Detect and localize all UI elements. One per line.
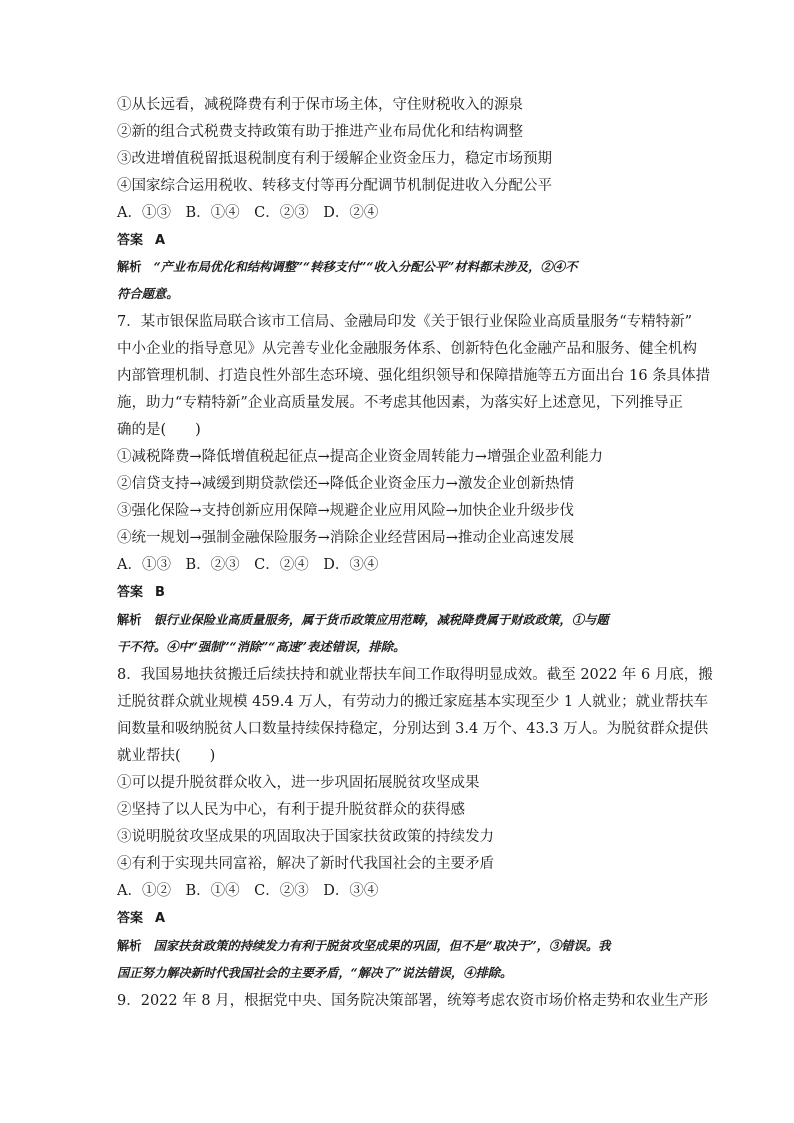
explanation-text: “产业布局优化和结构调整”“转移支付”“收入分配公平”材料都未涉及，②④不 [153, 259, 578, 274]
q8-explanation-line-1 [117, 936, 610, 956]
answer-label: 答案 [117, 233, 144, 248]
q6-explanation-line-1 [117, 257, 577, 277]
q7-stem-line-1: 7．某市银保监局联合该市工信局、金融局印发《关于银行业保险业高质量服务“专精特新” [117, 314, 693, 330]
answer-value: B [155, 585, 165, 600]
q7-answer [117, 582, 165, 603]
q6-option-4: ④国家综合运用税收、转移支付等再分配调节机制促进收入分配公平 [117, 178, 552, 194]
q6-answer [117, 230, 165, 251]
q8-stem-line-3: 间数量和吸纳脱贫人口数量持续保持稳定，分别达到 3.4 万个、43.3 万人。为脱贫群众提供 [117, 721, 709, 737]
answer-label: 答案 [117, 585, 144, 600]
q8-option-3: ③说明脱贫攻坚成果的巩固取决于国家扶贫政策的持续发力 [117, 829, 494, 845]
q7-option-4: ④统一规划→强制金融保险服务→消除企业经营困局→推动企业高速发展 [117, 530, 574, 546]
q6-option-3: ③改进增值税留抵退税制度有利于缓解企业资金压力，稳定市场预期 [117, 151, 552, 167]
explanation-text: 银行业保险业高质量服务，属于货币政策应用范畴，减税降费属于财政政策，①与题 [153, 612, 609, 627]
q6-explanation-line-2: 符合题意。 [117, 286, 179, 301]
q8-stem-line-1: 8．我国易地扶贫搬迁后续扶持和就业帮扶车间工作取得明显成效。截至 2022 年 6 月底，搬 [117, 667, 713, 683]
answer-label: 答案 [117, 911, 144, 926]
explanation-label: 解析 [117, 939, 142, 953]
q7-stem-line-5: 确的是( ) [117, 422, 201, 438]
q7-choices: A．①③ B．②③ C．②④ D．③④ [117, 557, 379, 573]
q7-stem-line-4: 施，助力“专精特新”企业高质量发展。不考虑其他因素，为落实好上述意见，下列推导正 [117, 395, 683, 411]
explanation-label: 解析 [117, 613, 142, 627]
explanation-label: 解析 [117, 260, 142, 274]
answer-value: A [155, 233, 166, 248]
q8-stem-line-4: 就业帮扶( ) [117, 748, 216, 764]
q7-explanation-line-1 [117, 610, 609, 630]
explanation-text: 国家扶贫政策的持续发力有利于脱贫攻坚成果的巩固，但不是“取决于”，③错误。我 [153, 938, 611, 953]
q8-answer [117, 908, 165, 929]
answer-value: A [155, 911, 166, 926]
q7-option-1: ①减税降费→降低增值税起征点→提高企业资金周转能力→增强企业盈利能力 [117, 449, 603, 465]
q8-option-2: ②坚持了以人民为中心，有利于提升脱贫群众的获得感 [117, 802, 465, 818]
q9-stem-line-1: 9．2022 年 8 月，根据党中央、国务院决策部署，统筹考虑农资市场价格走势和农业生产形 [117, 993, 709, 1009]
q7-explanation-line-2: 干不符。④中“强制”“消除”“高速”表述错误，排除。 [117, 639, 406, 654]
q7-stem-line-3: 内部管理机制、打造良性外部生态环境、强化组织领导和保障措施等五方面出台 16 条具体措 [117, 368, 711, 384]
q7-option-2: ②信贷支持→减缓到期贷款偿还→降低企业资金压力→激发企业创新热情 [117, 476, 574, 492]
q8-stem-line-2: 迁脱贫群众就业规模 459.4 万人，有劳动力的搬迁家庭基本实现至少 1 人就业；就业帮扶车 [117, 694, 709, 710]
q6-option-1: ①从长远看，减税降费有利于保市场主体，守住财税收入的源泉 [117, 97, 523, 113]
q8-option-4: ④有利于实现共同富裕，解决了新时代我国社会的主要矛盾 [117, 856, 494, 872]
q8-option-1: ①可以提升脱贫群众收入，进一步巩固拓展脱贫攻坚成果 [117, 775, 480, 791]
q8-explanation-line-2: 国正努力解决新时代我国社会的主要矛盾，“解决了”说法错误，④排除。 [117, 965, 513, 980]
q7-stem-line-2: 中小企业的指导意见》从完善专业化金融服务体系、创新特色化金融产品和服务、健全机构 [117, 341, 697, 357]
q8-choices: A．①② B．①④ C．②③ D．③④ [117, 883, 379, 899]
q6-option-2: ②新的组合式税费支持政策有助于推进产业布局优化和结构调整 [117, 124, 523, 140]
q7-option-3: ③强化保险→支持创新应用保障→规避企业应用风险→加快企业升级步伐 [117, 503, 574, 519]
q6-choices: A．①③ B．①④ C．②③ D．②④ [117, 205, 379, 221]
